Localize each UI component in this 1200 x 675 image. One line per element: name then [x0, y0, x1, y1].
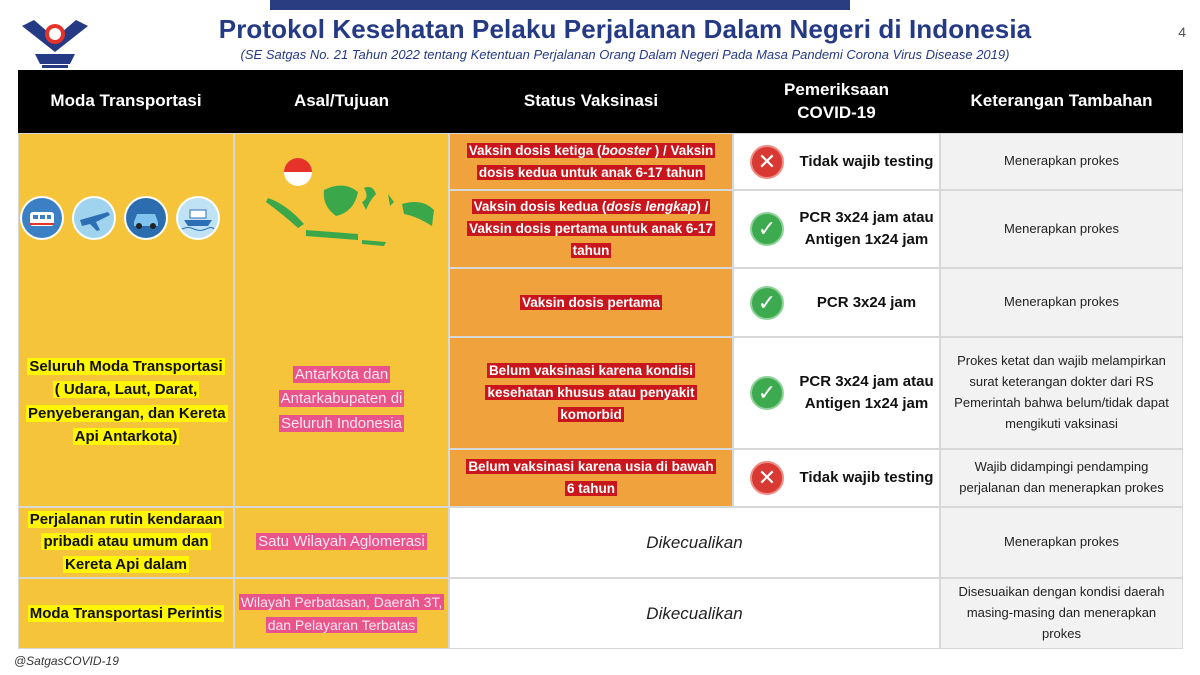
- ket-row-4: Prokes ketat dan wajib melampirkan surat keterangan dokter dari RS Pemerintah bahwa belum/tidak dapat mengikuti vaksinasi: [940, 337, 1183, 449]
- page-number: 4: [1178, 24, 1186, 40]
- test-row-3: ✓ PCR 3x24 jam: [733, 268, 940, 337]
- col-header-moda: Moda Transportasi: [18, 70, 234, 133]
- test-row-4: ✓ PCR 3x24 jam atau Antigen 1x24 jam: [733, 337, 940, 449]
- moda-seluruh-cell: [18, 133, 234, 507]
- test-row-1: ✕ Tidak wajib testing: [733, 133, 940, 190]
- ket-row-1: Menerapkan prokes: [940, 133, 1183, 190]
- status-row-4: Belum vaksinasi karena kondisi kesehatan khusus atau penyakit komorbid: [449, 337, 733, 449]
- protocol-table: [18, 70, 1183, 649]
- page-subtitle: (SE Satgas No. 21 Tahun 2022 tentang Ketentuan Perjalanan Orang Dalam Negeri Pada Masa Pandemi Corona Virus Disease 2019): [240, 47, 1010, 62]
- ket-perintis-cell: Disesuaikan dengan kondisi daerah masing-masing dan menerapkan prokes: [940, 578, 1183, 649]
- col-header-pemeriksaan: Pemeriksaan COVID-19: [733, 70, 940, 133]
- asal-antarkota-label: Antarkota dan Antarkabupaten di Seluruh Indonesia: [280, 366, 403, 432]
- moda-seluruh-label: Seluruh Moda Transportasi ( Udara, Laut, Darat, Penyeberangan, dan Kereta Api Antarkota): [28, 358, 226, 445]
- ship-icon: [176, 196, 220, 240]
- x-icon: ✕: [750, 461, 784, 495]
- train-icon: [20, 196, 64, 240]
- ket-row-5: Wajib didampingi pendamping perjalanan dan menerapkan prokes: [940, 449, 1183, 507]
- top-accent-bar: [270, 0, 850, 10]
- transport-icons-row: [20, 196, 220, 240]
- status-perintis-cell: Dikecualikan: [449, 578, 940, 649]
- status-row-2: Vaksin dosis kedua (dosis lengkap) / Vaksin dosis pertama untuk anak 6-17 tahun: [449, 190, 733, 268]
- car-icon: [124, 196, 168, 240]
- check-icon: ✓: [750, 286, 784, 320]
- moda-rutin-cell: Perjalanan rutin kendaraan pribadi atau umum dan Kereta Api dalam: [18, 507, 234, 578]
- ket-row-2: Menerapkan prokes: [940, 190, 1183, 268]
- x-icon: ✕: [750, 145, 784, 179]
- col-header-status: Status Vaksinasi: [449, 70, 733, 133]
- indonesia-map-icon: [266, 154, 436, 254]
- col-header-keterangan: Keterangan Tambahan: [940, 70, 1183, 133]
- col-header-asal: Asal/Tujuan: [234, 70, 449, 133]
- status-row-1: Vaksin dosis ketiga (booster ) / Vaksin dosis kedua untuk anak 6-17 tahun: [449, 133, 733, 190]
- asal-perintis-cell: Wilayah Perbatasan, Daerah 3T, dan Pelayaran Terbatas: [234, 578, 449, 649]
- status-row-3: Vaksin dosis pertama: [449, 268, 733, 337]
- moda-perintis-cell: Moda Transportasi Perintis: [18, 578, 234, 649]
- satgas-logo: [20, 12, 90, 72]
- check-icon: ✓: [750, 212, 784, 246]
- footer-credit: @SatgasCOVID-19: [14, 654, 119, 668]
- status-rutin-cell: Dikecualikan: [449, 507, 940, 578]
- ket-row-3: Menerapkan prokes: [940, 268, 1183, 337]
- asal-aglomerasi-cell: Satu Wilayah Aglomerasi: [234, 507, 449, 578]
- check-icon: ✓: [750, 376, 784, 410]
- page-title: Protokol Kesehatan Pelaku Perjalanan Dalam Negeri di Indonesia: [218, 14, 1032, 44]
- ket-rutin-cell: Menerapkan prokes: [940, 507, 1183, 578]
- test-row-5: ✕ Tidak wajib testing: [733, 449, 940, 507]
- test-row-2: ✓ PCR 3x24 jam atau Antigen 1x24 jam: [733, 190, 940, 268]
- status-row-5: Belum vaksinasi karena usia di bawah 6 tahun: [449, 449, 733, 507]
- airplane-icon: [72, 196, 116, 240]
